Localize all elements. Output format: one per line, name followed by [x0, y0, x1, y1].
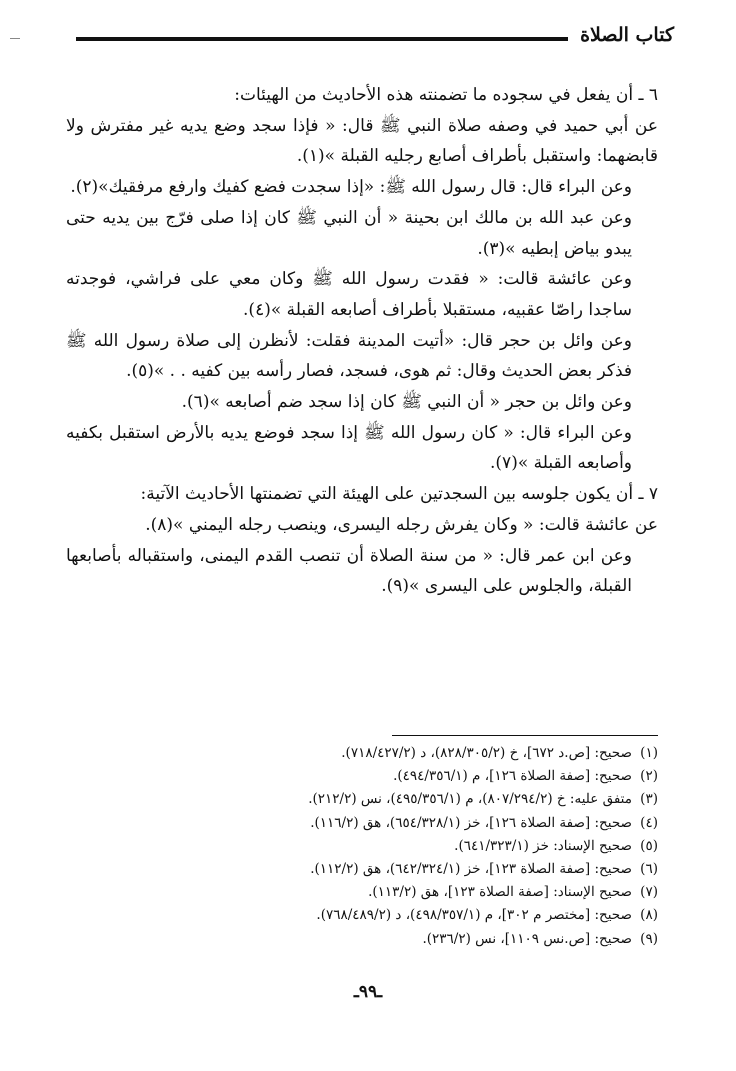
footnote: [98, 928, 658, 951]
footnote-number: (٩): [640, 930, 658, 947]
paragraph: وعن عائشة قالت: « فقدت رسول الله ﷺ وكان معي على فراشي، فوجدته ساجدا راصّا عقبيه، مستقبلا بأطراف أصابعه القبلة »(٤).: [66, 269, 632, 320]
paragraph: وعن وائل بن حجر « أن النبي ﷺ كان إذا سجد ضم أصابعه »(٦).: [181, 392, 632, 413]
paragraph-7: ٧ ـ أن يكون جلوسه بين السجدتين على الهيئة التي تضمنتها الأحاديث الآتية:: [140, 484, 658, 505]
footnote: [98, 812, 658, 835]
page-header: [76, 22, 674, 48]
footnote-text: صحيح: [مختصر م ٣٠٢]، م (٤٩٨/٣٥٧/١)، د (٧٦٨/٤٨٩/٢).: [316, 907, 632, 924]
footnote-text: متفق عليه: خ (٨٠٧/٢٩٤/٢)، م (٤٩٥/٣٥٦/١)، نس (٢١٢/٢).: [308, 791, 632, 808]
footnote-text: صحيح: [ص.نس ١١٠٩]، نس (٢٣٦/٢).: [422, 930, 632, 947]
footnote: [98, 765, 658, 788]
footnote: [98, 835, 658, 858]
main-text: [66, 80, 658, 602]
footnote: [98, 904, 658, 927]
footnote-number: (٨): [640, 907, 658, 924]
footnote: [98, 742, 658, 765]
footnote: [98, 858, 658, 881]
paragraph: وعن البراء قال: « كان رسول الله ﷺ إذا سجد فوضع يديه بالأرض استقبل بكفيه وأصابعه القبلة »(٧).: [66, 422, 632, 474]
scan-mark: [10, 38, 20, 39]
footnote-number: (٦): [640, 861, 658, 878]
footnote-text: صحيح: [صفة الصلاة ١٢٣]، خز (٦٤٢/٣٢٤/١)، هق (١١٢/٢).: [310, 861, 632, 878]
footnote-number: (١): [640, 745, 658, 761]
paragraph: وعن البراء قال: قال رسول الله ﷺ: «إذا سجدت فضع كفيك وارفع مرفقيك»(٢).: [70, 177, 632, 198]
paragraph: وعن عبد الله بن مالك ابن بحينة « أن النبي ﷺ كان إذا صلى فرّج بين يديه حتى يبدو بياض إبطيه »(٣).: [66, 207, 632, 259]
paragraph: عن عائشة قالت: « وكان يفرش رجله اليسرى، وينصب رجله اليمني »(٨).: [145, 514, 658, 535]
footnote-divider: [392, 735, 658, 736]
footnote-number: (٥): [640, 837, 658, 854]
footnote: [98, 788, 658, 811]
paragraph: وعن وائل بن حجر قال: «أتيت المدينة فقلت: لأنظرن إلى صلاة رسول الله ﷺ فذكر بعض الحديث وقال: ثم هوى، فسجد، فصار رأسه بين كفيه . . »(٥).: [66, 330, 632, 382]
footnote-text: صحيح: [صفة الصلاة ١٢٦]، م (٤٩٤/٣٥٦/١).: [393, 768, 632, 785]
page-number: ـ٩٩ـ: [353, 982, 383, 1002]
footnote-number: (٢): [640, 768, 658, 785]
footnote-number: (٤): [640, 814, 658, 831]
footnote-text: صحيح: [ص.د ٦٧٢]، خ (٨٢٨/٣٠٥/٢)، د (٧١٨/٤٢٧/٢).: [341, 745, 632, 761]
footnote-text: صحيح: [صفة الصلاة ١٢٦]، خز (٦٥٤/٣٢٨/١)، هق (١١٦/٢).: [310, 814, 632, 831]
footnote-text: صحيح الإسناد: خز (٦٤١/٣٢٣/١).: [454, 837, 632, 854]
paragraph: عن أبي حميد في وصفه صلاة النبي ﷺ قال: « فإذا سجد وضع يديه غير مفترش ولا قابضهما: واستقبل بأطراف أصابع رجليه القبلة »(١).: [66, 115, 658, 167]
header-rule: [76, 37, 568, 41]
footnotes: [98, 742, 658, 951]
chapter-title: كتاب الصلاة: [580, 24, 674, 46]
paragraph-6: ٦ ـ أن يفعل في سجوده ما تضمنته هذه الأحاديث من الهيئات:: [234, 85, 658, 105]
footnote: [98, 881, 658, 904]
footnote-number: (٣): [640, 791, 658, 808]
footnote-text: صحيح الإسناد: [صفة الصلاة ١٢٣]، هق (١١٣/٢).: [368, 884, 632, 901]
paragraph: وعن ابن عمر قال: « من سنة الصلاة أن تنصب القدم اليمنى، واستقباله بأصابعها القبلة، والجلوس على اليسرى »(٩).: [66, 545, 632, 597]
footnote-number: (٧): [640, 884, 658, 901]
